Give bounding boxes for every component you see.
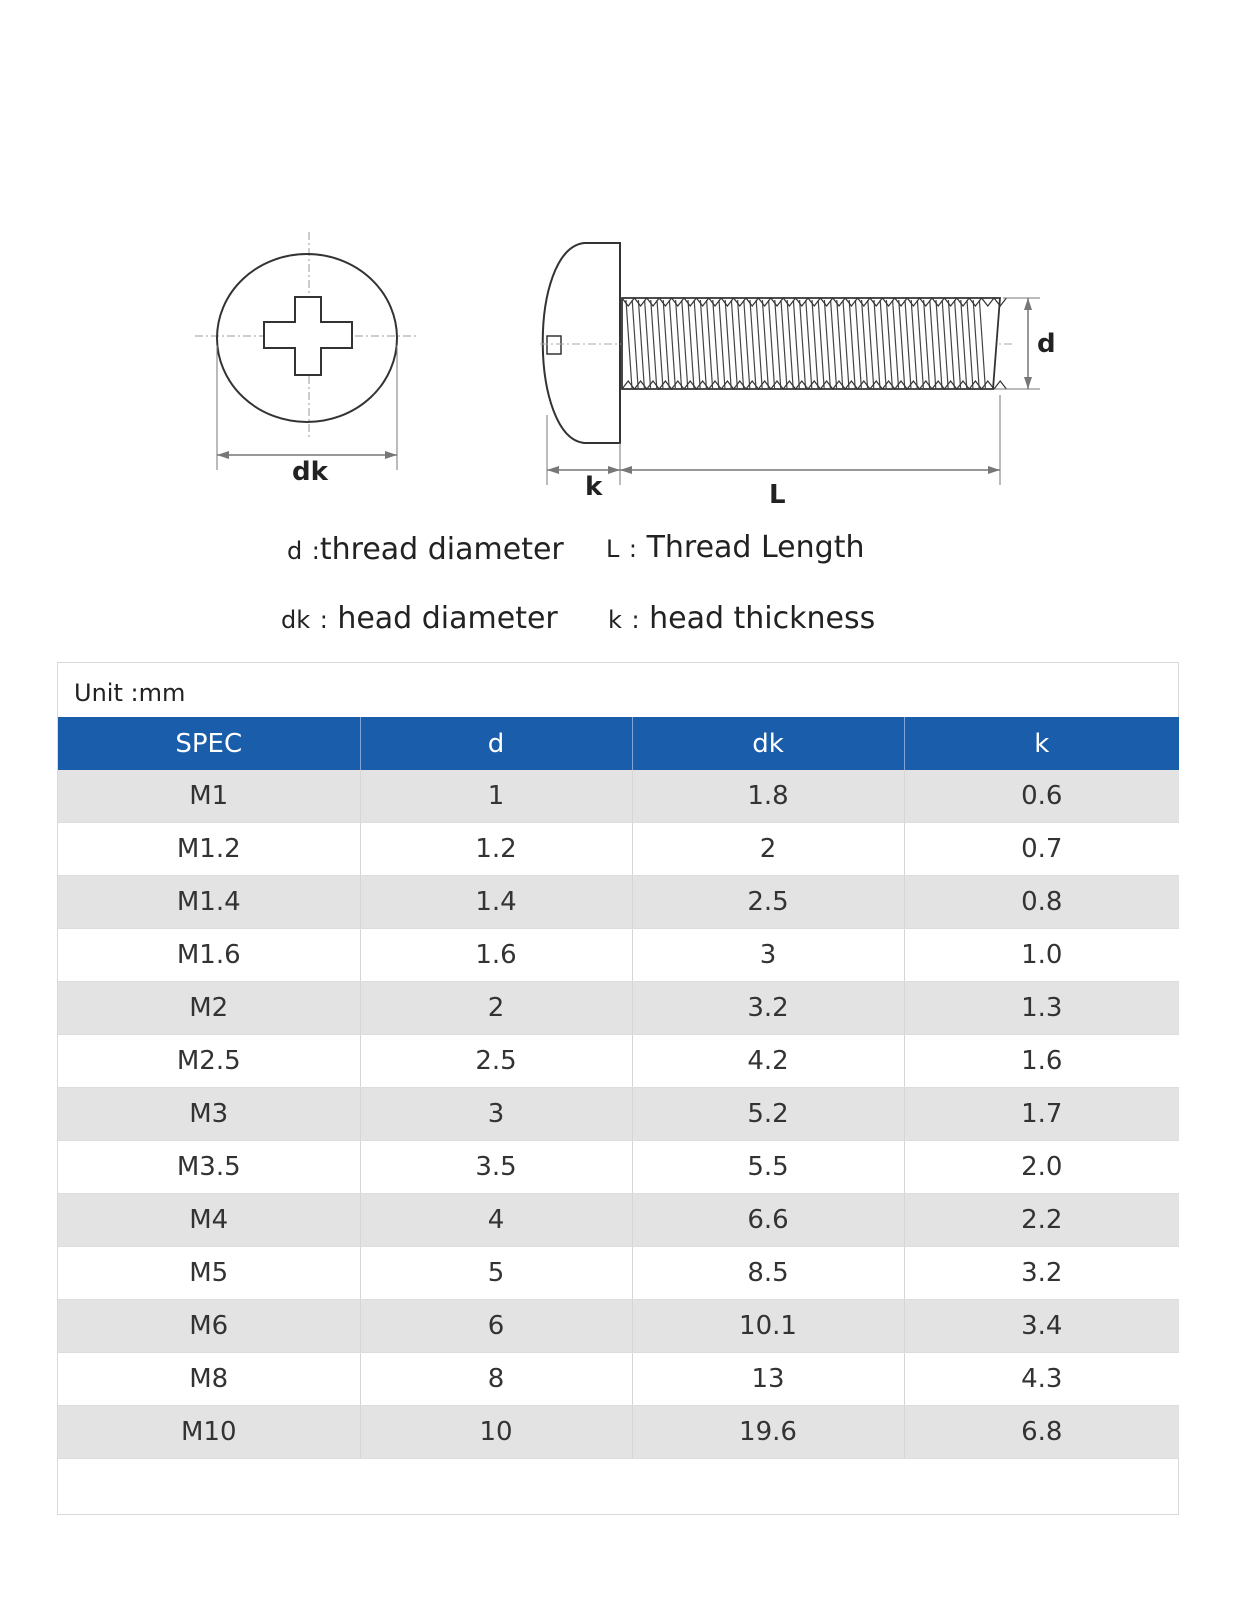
legend-head-diameter	[281, 601, 558, 636]
cell-d: 1	[360, 770, 632, 823]
dk-label: dk	[292, 457, 328, 487]
legend-text: head thickness	[649, 601, 876, 636]
table-row	[58, 1353, 1179, 1406]
legend-separator: :	[628, 535, 638, 563]
cell-d: 3.5	[360, 1141, 632, 1194]
L-arrow-right	[988, 466, 1000, 474]
cell-k: 2.2	[904, 1194, 1179, 1247]
column-header-k: k	[904, 717, 1179, 770]
cell-k: 0.7	[904, 823, 1179, 876]
k-arrow-left	[547, 466, 559, 474]
cell-k: 1.0	[904, 929, 1179, 982]
legend-symbol: k	[608, 606, 622, 634]
cell-d: 1.6	[360, 929, 632, 982]
cell-spec: M8	[58, 1353, 360, 1406]
cell-dk: 13	[632, 1353, 904, 1406]
table-row	[58, 1406, 1179, 1459]
legend-thread-diameter	[287, 532, 564, 567]
legend-text: Thread Length	[646, 530, 865, 565]
cell-dk: 3.2	[632, 982, 904, 1035]
cell-d: 2.5	[360, 1035, 632, 1088]
screw-side-view	[540, 243, 1056, 510]
legend-separator: :	[311, 537, 320, 565]
cell-d: 2	[360, 982, 632, 1035]
legend-text: head diameter	[337, 601, 558, 636]
column-header-spec: SPEC	[58, 717, 360, 770]
cell-dk: 2.5	[632, 876, 904, 929]
table-row	[58, 1141, 1179, 1194]
cell-spec: M1.4	[58, 876, 360, 929]
column-header-dk: dk	[632, 717, 904, 770]
legend-separator: :	[319, 606, 328, 634]
unit-label: Unit :mm	[74, 679, 186, 707]
cell-dk: 19.6	[632, 1406, 904, 1459]
d-label: d	[1037, 329, 1056, 359]
legend-symbol: dk	[281, 606, 311, 634]
cell-dk: 2	[632, 823, 904, 876]
cell-d: 3	[360, 1088, 632, 1141]
cell-spec: M10	[58, 1406, 360, 1459]
cell-spec: M2.5	[58, 1035, 360, 1088]
k-label: k	[585, 472, 603, 502]
cell-k: 0.8	[904, 876, 1179, 929]
cell-k: 1.6	[904, 1035, 1179, 1088]
k-arrow-right	[608, 466, 620, 474]
table-row	[58, 1300, 1179, 1353]
cell-dk: 10.1	[632, 1300, 904, 1353]
d-arrow-bottom	[1024, 377, 1032, 389]
cell-k: 2.0	[904, 1141, 1179, 1194]
cell-d: 8	[360, 1353, 632, 1406]
cell-d: 10	[360, 1406, 632, 1459]
L-arrow-left	[620, 466, 632, 474]
cell-spec: M5	[58, 1247, 360, 1300]
table-row	[58, 1088, 1179, 1141]
cell-k: 3.2	[904, 1247, 1179, 1300]
L-label: L	[769, 480, 786, 510]
legend-head-thickness	[608, 601, 875, 636]
table-row	[58, 1247, 1179, 1300]
cell-spec: M6	[58, 1300, 360, 1353]
legend-separator: :	[631, 606, 640, 634]
cell-spec: M4	[58, 1194, 360, 1247]
d-arrow-top	[1024, 298, 1032, 310]
cell-k: 0.6	[904, 770, 1179, 823]
cell-dk: 6.6	[632, 1194, 904, 1247]
table-row	[58, 929, 1179, 982]
dk-arrow-left	[217, 451, 229, 459]
cell-spec: M1.6	[58, 929, 360, 982]
cell-dk: 1.8	[632, 770, 904, 823]
head-slot	[547, 336, 561, 354]
spec-table	[58, 717, 1179, 1459]
cell-spec: M3.5	[58, 1141, 360, 1194]
cell-k: 4.3	[904, 1353, 1179, 1406]
spec-table-container	[57, 662, 1179, 1515]
table-row	[58, 770, 1179, 823]
legend-thread-length	[606, 530, 864, 565]
legend-symbol: d	[287, 537, 303, 565]
table-row	[58, 876, 1179, 929]
dk-arrow-right	[385, 451, 397, 459]
cell-dk: 5.5	[632, 1141, 904, 1194]
cell-k: 1.3	[904, 982, 1179, 1035]
table-row	[58, 1035, 1179, 1088]
legend-symbol: L	[606, 535, 620, 563]
cell-spec: M2	[58, 982, 360, 1035]
cell-k: 1.7	[904, 1088, 1179, 1141]
table-body	[58, 770, 1179, 1459]
legend-text: thread diameter	[319, 532, 564, 567]
cell-dk: 4.2	[632, 1035, 904, 1088]
column-header-d: d	[360, 717, 632, 770]
cell-d: 5	[360, 1247, 632, 1300]
cell-spec: M1	[58, 770, 360, 823]
table-header-row	[58, 717, 1179, 770]
cell-dk: 5.2	[632, 1088, 904, 1141]
cell-k: 3.4	[904, 1300, 1179, 1353]
cell-d: 1.2	[360, 823, 632, 876]
cell-d: 1.4	[360, 876, 632, 929]
table-row	[58, 823, 1179, 876]
table-row	[58, 1194, 1179, 1247]
table-row	[58, 982, 1179, 1035]
phillips-cross-recess	[264, 297, 352, 375]
cell-spec: M1.2	[58, 823, 360, 876]
cell-dk: 8.5	[632, 1247, 904, 1300]
cell-d: 6	[360, 1300, 632, 1353]
cell-d: 4	[360, 1194, 632, 1247]
screw-head-top-view	[195, 232, 418, 487]
cell-k: 6.8	[904, 1406, 1179, 1459]
cell-dk: 3	[632, 929, 904, 982]
cell-spec: M3	[58, 1088, 360, 1141]
